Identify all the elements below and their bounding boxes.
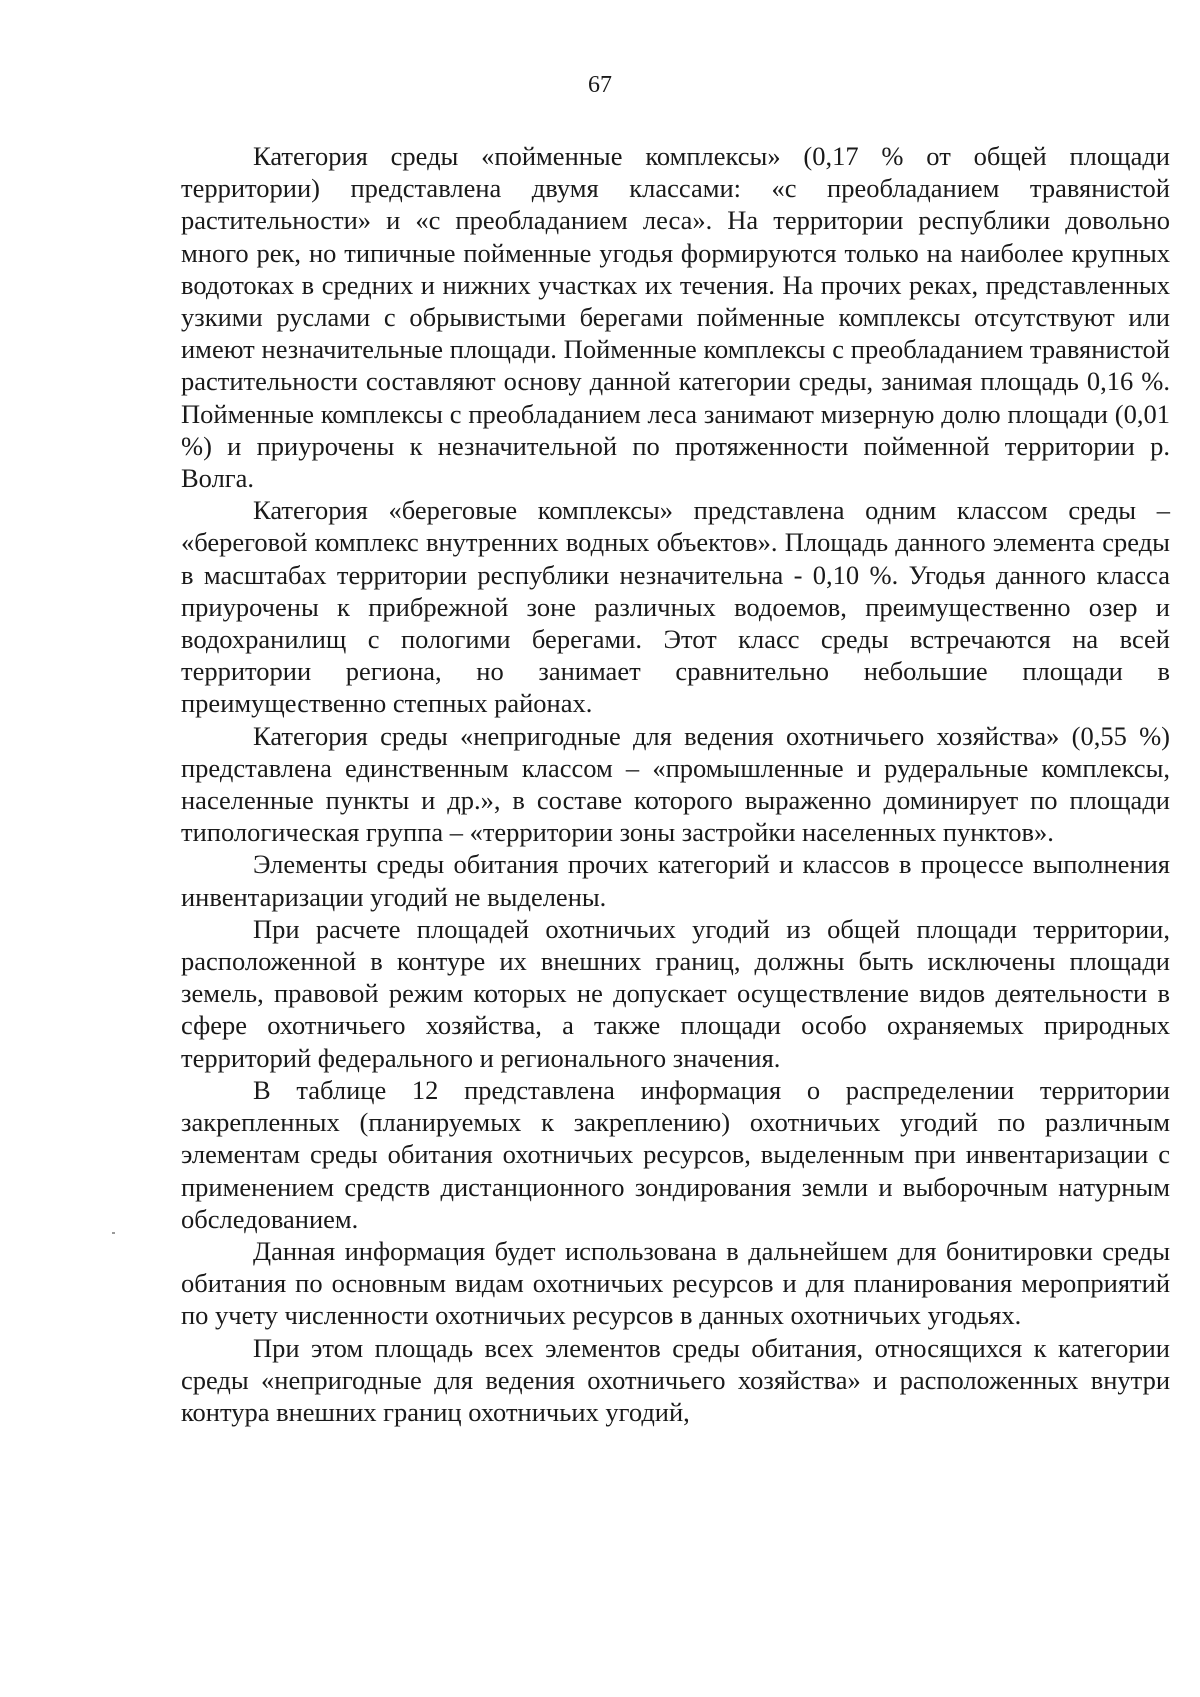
paragraph-unsuitable-category: Категория среды «непригодные для ведения охотничьего хозяйства» (0,55 %) представлена единственным классом – «промышленные и рудеральные комплексы, населенные пункты и др.», в составе которого выраженно доминирует по площади типологическая группа – «территории зоны застройки населенных пунктов». (181, 720, 1170, 848)
body-text (181, 140, 1170, 1428)
paragraph-floodplain-complexes: Категория среды «пойменные комплексы» (0,17 % от общей площади территории) представлена двумя классами: «с преобладанием травянистой растительности» и «с преобладанием леса». На территории республики довольно много рек, но типичные пойменные угодья формируются только на наиболее крупных водотоках в средних и нижних участках их течения. На прочих реках, представленных узкими руслами с обрывистыми берегами пойменные комплексы отсутствуют или имеют незначительные площади. Пойменные комплексы с преобладанием травянистой растительности составляют основу данной категории среды, занимая площадь 0,16 %. Пойменные комплексы с преобладанием леса занимают мизерную долю площади (0,01 %) и приурочены к незначительной по протяженности пойменной территории р. Волга. (181, 141, 1170, 494)
paragraph-information-usage: Данная информация будет использована в дальнейшем для бонитировки среды обитания по основным видам охотничьих ресурсов и для планирования мероприятий по учету численности охотничьих ресурсов в данных охотничьих угодьях. (181, 1235, 1170, 1331)
paragraph-coastal-complexes: Категория «береговые комплексы» представлена одним классом среды – «береговой комплекс внутренних водных объектов». Площадь данного элемента среды в масштабах территории республики незначительна - 0,10 %. Угодья данного класса приурочены к прибрежной зоне различных водоемов, преимущественно озер и водохранилищ с пологими берегами. Этот класс среды встречаются на всей территории региона, но занимает сравнительно небольшие площади в преимущественно степных районах. (181, 495, 1170, 719)
paragraph-area-calculation: При расчете площадей охотничьих угодий из общей площади территории, расположенной в контуре их внешних границ, должны быть исключены площади земель, правовой режим которых не допускает осуществление видов деятельности в сфере охотничьего хозяйства, а также площади особо охраняемых природных территорий федерального и регионального значения. (181, 913, 1170, 1073)
scan-speck (112, 1232, 115, 1234)
paragraph-table-12-reference: В таблице 12 представлена информация о распределении территории закрепленных (планируемых к закреплению) охотничьих угодий по различным элементам среды обитания охотничьих ресурсов, выделенным при инвентаризации с применением средств дистанционного зондирования земли и выборочным натурным обследованием. (181, 1074, 1170, 1234)
paragraph-unsuitable-area: При этом площадь всех элементов среды обитания, относящихся к категории среды «непригодные для ведения охотничьего хозяйства» и расположенных внутри контура внешних границ охотничьих угодий, (181, 1332, 1170, 1427)
paragraph-other-categories: Элементы среды обитания прочих категорий и классов в процессе выполнения инвентаризации угодий не выделены. (181, 849, 1170, 912)
page-number: 67 (588, 72, 612, 98)
